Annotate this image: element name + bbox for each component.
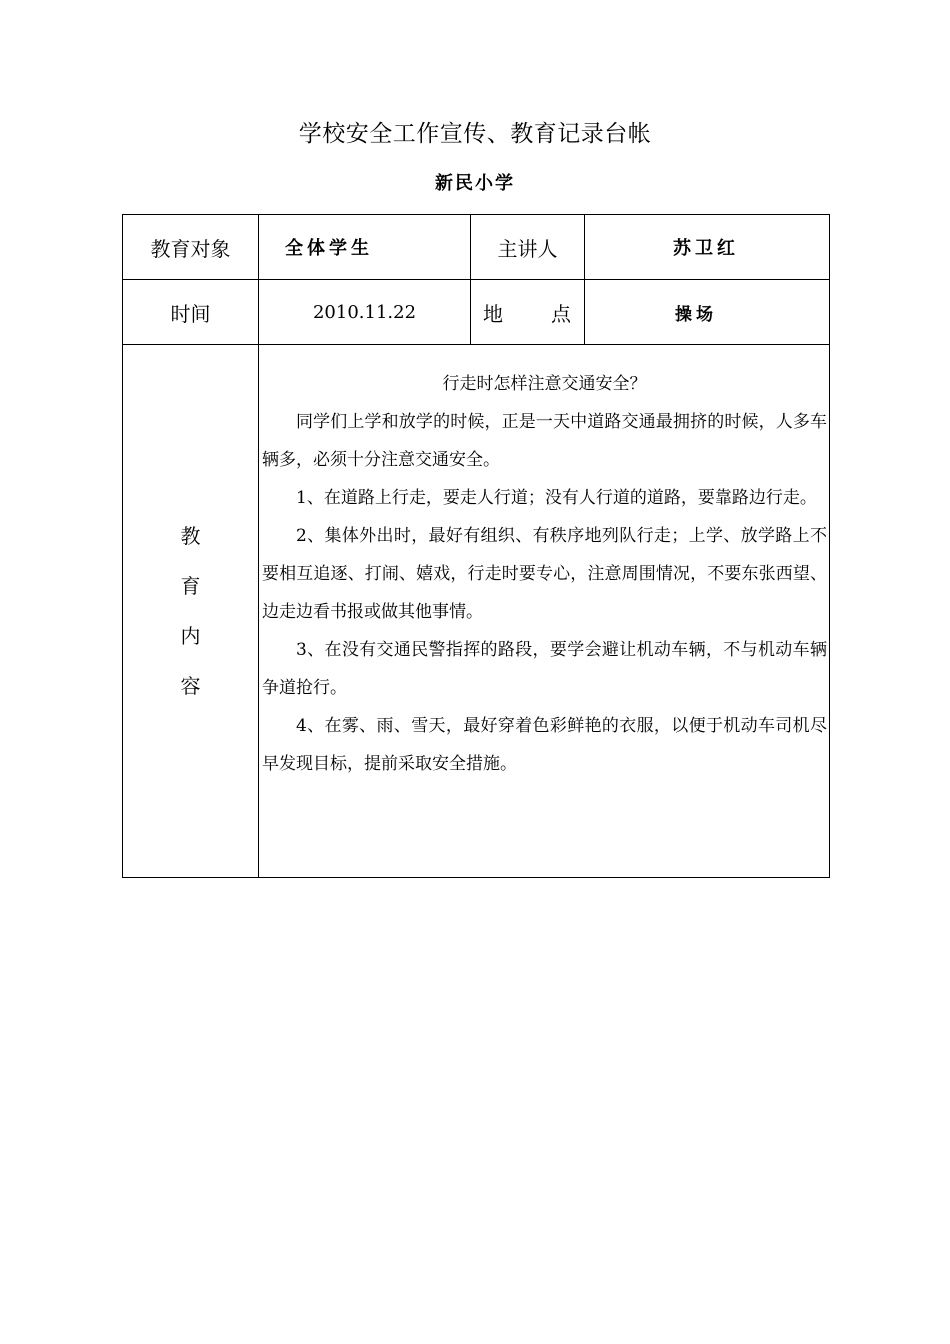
record-table [122,214,830,878]
content-paragraph: 3、在没有交通民警指挥的路段，要学会避让机动车辆，不与机动车辆争道抢行。 [262,640,827,698]
audience-value: 全体学生 [259,215,471,280]
content-label [123,345,259,878]
school-name: 新民小学 [435,173,515,194]
time-label: 时间 [123,280,259,345]
content-paragraph: 1、在道路上行走，要走人行道；没有人行道的道路，要靠路边行走。 [296,488,817,508]
time-place-row [123,280,830,345]
time-value: 2010.11.22 [259,280,471,345]
content-label-char: 教 [180,524,201,548]
place-label [471,280,585,345]
content-body [259,345,830,878]
content-paragraph: 2、集体外出时，最好有组织、有秩序地列队行走；上学、放学路上不要相互追逐、打闹、嬉戏，行走时要专心，注意周围情况，不要东张西望、边走边看书报或做其他事情。 [262,526,827,622]
content-paragraph: 4、在雾、雨、雪天，最好穿着色彩鲜艳的衣服，以便于机动车司机尽早发现目标，提前采取安全措施。 [262,716,827,774]
speaker-value: 苏卫红 [585,215,830,280]
audience-row [123,215,830,280]
content-row [123,345,830,878]
content-paragraph: 同学们上学和放学的时候，正是一天中道路交通最拥挤的时候，人多车辆多，必须十分注意交通安全。 [262,412,827,470]
content-label-char: 容 [180,674,201,698]
audience-label: 教育对象 [123,215,259,280]
speaker-label: 主讲人 [471,215,585,280]
place-value: 操场 [585,280,830,345]
content-label-char: 育 [180,574,201,598]
page-title: 学校安全工作宣传、教育记录台帐 [298,121,652,147]
place-label-char-2: 点 [551,301,571,326]
content-label-char: 内 [180,624,201,648]
content-heading: 行走时怎样注意交通安全？ [442,374,647,394]
place-label-char-1: 地 [483,301,503,326]
